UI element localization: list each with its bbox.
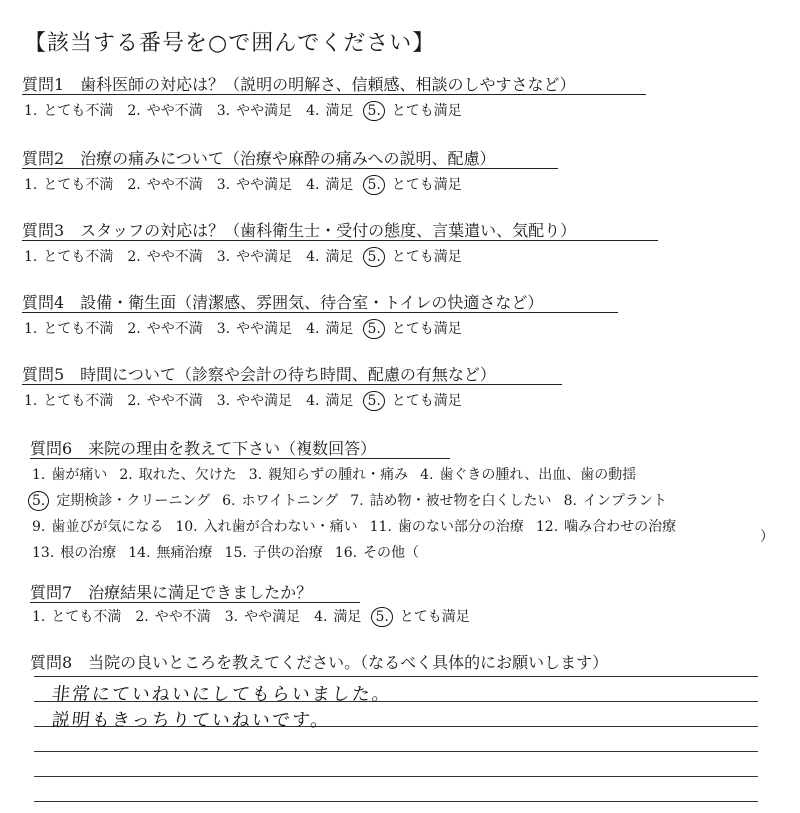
- question-4-underline: [22, 312, 618, 313]
- option-label: 満足: [325, 249, 354, 265]
- instruction-header: 【該当する番号を○で囲んでください】: [24, 31, 436, 56]
- q2-option-2[interactable]: [127, 174, 202, 194]
- option-number: 5.: [363, 175, 384, 195]
- question-7-options: [32, 606, 484, 627]
- q2-option-5[interactable]: [367, 174, 461, 195]
- option-number: 4.: [306, 393, 320, 409]
- option-number: 1.: [32, 609, 46, 625]
- option-number: 5.: [363, 247, 384, 267]
- q6-option[interactable]: [564, 490, 667, 510]
- q3-option-3[interactable]: [217, 246, 292, 266]
- option-label: とても満足: [399, 609, 470, 625]
- q5-option-2[interactable]: [127, 390, 202, 410]
- option-label: とても不満: [51, 609, 122, 625]
- q7-option-2[interactable]: [135, 606, 210, 626]
- option-label: 取れた、欠けた: [138, 467, 237, 483]
- answer-line: [34, 751, 758, 752]
- option-number: 1.: [24, 321, 38, 337]
- option-number: 4.: [306, 103, 320, 119]
- option-number: 12.: [535, 519, 559, 535]
- option-number: 4.: [306, 177, 320, 193]
- option-label: 歯並びが気になる: [51, 519, 164, 535]
- option-number: 8.: [563, 493, 577, 509]
- option-number: 4.: [306, 321, 320, 337]
- q3-option-5[interactable]: [367, 246, 461, 267]
- option-number: 1.: [24, 177, 38, 193]
- option-label: とても満足: [391, 177, 462, 193]
- question-2-underline: [22, 168, 558, 169]
- q6-option-row: [32, 542, 431, 562]
- q1-option-2[interactable]: [127, 100, 202, 120]
- q5-option-1[interactable]: [24, 390, 113, 410]
- option-number: 2.: [127, 321, 141, 337]
- q6-option[interactable]: [175, 516, 357, 536]
- option-number: 5.: [363, 391, 384, 411]
- question-1-title: 質問1 歯科医師の対応は？（説明の明解さ、信頼感、相談のしやすさなど）: [22, 75, 576, 94]
- option-label: 子供の治療: [252, 545, 323, 561]
- option-number: 15.: [224, 545, 247, 561]
- question-7-title: 質問7 治療結果に満足できましたか？: [30, 583, 313, 602]
- q1-option-1[interactable]: [24, 100, 113, 120]
- q7-option-1[interactable]: [32, 606, 121, 626]
- option-label: やや満足: [236, 103, 293, 119]
- q6-option-row: [32, 516, 688, 536]
- question-6-title: 質問6 来院の理由を教えて下さい（複数回答）: [30, 439, 377, 458]
- option-number: 1.: [24, 103, 38, 119]
- option-label: 満足: [325, 393, 354, 409]
- question-7-underline: [30, 602, 360, 603]
- answer-line: [34, 676, 758, 677]
- q6-option[interactable]: [32, 542, 116, 562]
- question-5-underline: [22, 384, 562, 385]
- q3-option-4[interactable]: [306, 246, 353, 266]
- option-number: 3.: [248, 467, 263, 483]
- option-number: 2.: [127, 249, 141, 265]
- q6-option[interactable]: [32, 464, 107, 484]
- answer-line: [34, 801, 758, 802]
- option-number: 5.: [371, 607, 392, 627]
- option-number: 5.: [28, 491, 49, 511]
- q4-option-1[interactable]: [24, 318, 113, 338]
- option-label: とても不満: [43, 393, 114, 409]
- option-number: 11.: [369, 519, 392, 535]
- q4-option-2[interactable]: [127, 318, 202, 338]
- handwritten-answer-line-2: 説明もきっちりていねいです。: [50, 710, 332, 731]
- option-label: やや満足: [236, 249, 293, 265]
- other-close-paren: ）: [760, 529, 774, 545]
- option-label: やや不満: [146, 321, 203, 337]
- q6-option[interactable]: [350, 490, 551, 510]
- question-3-options: [24, 246, 476, 267]
- question-3-underline: [22, 240, 658, 241]
- option-number: 4.: [420, 467, 434, 483]
- option-label: やや満足: [236, 321, 293, 337]
- option-number: 3.: [216, 393, 231, 409]
- q2-option-3[interactable]: [217, 174, 292, 194]
- q1-option-4[interactable]: [306, 100, 353, 120]
- option-label: 満足: [325, 321, 354, 337]
- q6-option[interactable]: [128, 542, 212, 562]
- option-label: とても満足: [391, 321, 462, 337]
- option-label: とても不満: [43, 249, 114, 265]
- q6-option-row: [32, 490, 679, 511]
- q1-option-5[interactable]: [367, 100, 461, 121]
- option-number: 5.: [363, 101, 384, 121]
- option-label: やや満足: [236, 393, 293, 409]
- option-number: 1.: [24, 393, 38, 409]
- option-label: 無痛治療: [156, 545, 213, 561]
- option-label: 満足: [325, 177, 354, 193]
- option-label: 親知らずの腫れ・痛み: [268, 467, 409, 483]
- option-label: 噛み合わせの治療: [564, 519, 677, 535]
- option-number: 2.: [119, 467, 133, 483]
- option-number: 2.: [127, 177, 141, 193]
- option-label: 定期検診・クリーニング: [56, 493, 211, 509]
- option-label: やや不満: [146, 103, 203, 119]
- option-number: 2.: [127, 393, 141, 409]
- option-number: 1.: [24, 249, 38, 265]
- option-label: やや満足: [244, 609, 301, 625]
- option-label: 満足: [333, 609, 362, 625]
- option-label: とても不満: [43, 177, 114, 193]
- option-number: 3.: [216, 249, 231, 265]
- option-number: 1.: [32, 467, 46, 483]
- option-label: とても不満: [43, 103, 114, 119]
- question-2-title: 質問2 治療の痛みについて（治療や麻酔の痛みへの説明、配慮）: [22, 149, 496, 168]
- option-label: やや満足: [236, 177, 293, 193]
- q6-option[interactable]: [32, 516, 163, 536]
- option-number: 2.: [127, 103, 141, 119]
- question-5-options: [24, 390, 476, 411]
- option-number: 10.: [175, 519, 198, 535]
- question-6-options: [32, 462, 792, 572]
- question-4-options: [24, 318, 476, 339]
- option-number: 6.: [222, 493, 236, 509]
- question-1-underline: [22, 94, 646, 95]
- option-label: やや不満: [146, 393, 203, 409]
- q2-option-1[interactable]: [24, 174, 113, 194]
- option-number: 2.: [135, 609, 149, 625]
- option-label: インプラント: [582, 493, 667, 509]
- handwritten-answer-line-1: 非常にていねいにしてもらいました。: [50, 684, 393, 705]
- q1-option-3[interactable]: [217, 100, 292, 120]
- option-number: 7.: [350, 493, 364, 509]
- option-label: やや不満: [146, 249, 203, 265]
- q3-option-1[interactable]: [24, 246, 113, 266]
- option-label: とても不満: [43, 321, 114, 337]
- option-number: 13.: [32, 545, 55, 561]
- q4-option-3[interactable]: [217, 318, 292, 338]
- option-label: 満足: [325, 103, 354, 119]
- option-number: 5.: [363, 319, 384, 339]
- q6-option[interactable]: [536, 516, 676, 536]
- option-label: その他（: [363, 545, 420, 561]
- option-label: 入れ歯が合わない・痛い: [203, 519, 358, 535]
- q6-option[interactable]: [225, 542, 323, 562]
- question-8-title: 質問8 当院の良いところを教えてください。（なるべく具体的にお願いします）: [30, 653, 609, 672]
- option-label: とても満足: [391, 103, 462, 119]
- question-3-title: 質問3 スタッフの対応は？（歯科衛生士・受付の態度、言葉遣い、気配り）: [22, 221, 577, 240]
- option-label: やや不満: [146, 177, 203, 193]
- q2-option-4[interactable]: [306, 174, 353, 194]
- option-label: とても満足: [391, 249, 462, 265]
- question-4-title: 質問4 設備・衛生面（清潔感、雰囲気、待合室・トイレの快適さなど）: [22, 293, 544, 312]
- option-number: 4.: [314, 609, 328, 625]
- q3-option-2[interactable]: [127, 246, 202, 266]
- option-number: 3.: [216, 103, 231, 119]
- option-number: 9.: [32, 519, 46, 535]
- answer-line: [34, 776, 758, 777]
- question-6-underline: [30, 458, 450, 459]
- option-label: 歯ぐきの腫れ、出血、歯の動揺: [439, 467, 637, 483]
- q6-option[interactable]: [420, 464, 636, 484]
- option-label: やや不満: [154, 609, 211, 625]
- option-number: 3.: [224, 609, 239, 625]
- option-number: 14.: [128, 545, 151, 561]
- option-label: 詰め物・被せ物を白くしたい: [369, 493, 552, 509]
- option-label: 根の治療: [60, 545, 117, 561]
- q4-option-5[interactable]: [367, 318, 461, 339]
- option-number: 3.: [216, 177, 231, 193]
- q5-option-5[interactable]: [367, 390, 461, 411]
- option-label: 歯のない部分の治療: [397, 519, 524, 535]
- q7-option-3[interactable]: [225, 606, 300, 626]
- option-number: 4.: [306, 249, 320, 265]
- question-5-title: 質問5 時間について（診察や会計の待ち時間、配慮の有無など）: [22, 365, 496, 384]
- option-number: 16.: [334, 545, 358, 561]
- option-number: 3.: [216, 321, 231, 337]
- q6-option[interactable]: [335, 542, 419, 562]
- question-1-options: [24, 100, 476, 121]
- q5-option-3[interactable]: [217, 390, 292, 410]
- q4-option-4[interactable]: [306, 318, 353, 338]
- q7-option-4[interactable]: [314, 606, 361, 626]
- q7-option-5[interactable]: [375, 606, 469, 627]
- q6-option[interactable]: [249, 464, 408, 484]
- option-label: 歯が痛い: [51, 467, 108, 483]
- q6-option[interactable]: [119, 464, 236, 484]
- q6-option-row: [32, 464, 648, 484]
- option-label: とても満足: [391, 393, 462, 409]
- q6-option[interactable]: [222, 490, 338, 510]
- option-label: ホワイトニング: [241, 493, 339, 509]
- q6-option[interactable]: [32, 490, 210, 511]
- q6-option[interactable]: [370, 516, 524, 536]
- question-2-options: [24, 174, 476, 195]
- q5-option-4[interactable]: [306, 390, 353, 410]
